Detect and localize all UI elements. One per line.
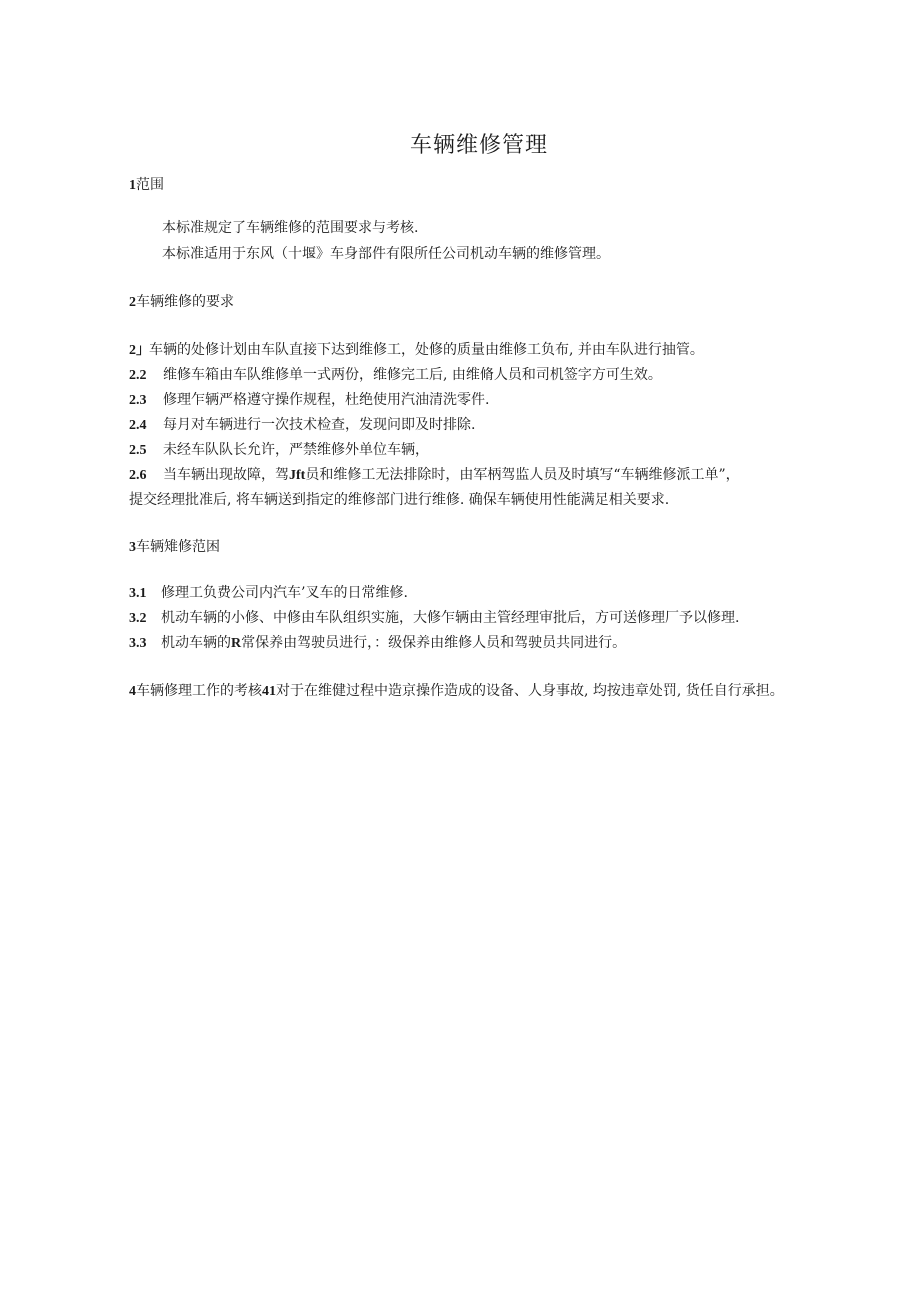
section-2-heading [129, 292, 829, 313]
clause-2-5 [129, 440, 829, 461]
clause-text: 当车辆出现故障，驾 [163, 467, 289, 483]
clause-text: 未经车队队长允许，严禁维修外单位车辆， [163, 442, 429, 458]
section-number: 3 [129, 540, 136, 555]
section-3-heading [129, 537, 829, 558]
clause-number: 3.1 [129, 586, 147, 601]
clause-text: 维修车箱由车队维修单一式两份，维修完工后, 由维脩人员和司机签字方可生效。 [163, 367, 662, 383]
clause-3-1 [129, 583, 829, 604]
clause-number: 2.4 [129, 418, 147, 433]
clause-2-1 [129, 340, 829, 361]
clause-number: 3.2 [129, 611, 147, 626]
clause-number: 3.3 [129, 636, 147, 651]
clause-number: 41 [262, 684, 276, 699]
clause-2-6 [129, 465, 829, 486]
paragraph: 本标准规定了车辆维修的范围要求与考核. [162, 220, 419, 236]
clause-text: 机动车辆的 [161, 635, 231, 651]
clause-number: 2.5 [129, 443, 147, 458]
clause-text: 对于在维健过程中造京操作造成的设备、人身事故, 均按违章处罚, 货任自行承担。 [276, 683, 784, 699]
clause-2-2 [129, 365, 829, 386]
clause-3-3 [129, 633, 829, 654]
clause-2-6-continuation: 提交经理批准后, 将车辆送到指定的维修部门进行维修. 确保车辆使用性能满足相关要求. [129, 492, 670, 508]
clause-text: 修理工负费公司内汽车’叉车的日常维修. [161, 585, 408, 601]
clause-bold-fragment: Jft [289, 468, 306, 483]
clause-2-4 [129, 415, 829, 436]
clause-text: 修理乍辆严格遵守操作规程，杜绝使用汽油清洗零件. [163, 392, 490, 408]
section-heading-text: 车辆维修的要求 [136, 294, 234, 310]
section-1-heading [129, 175, 829, 196]
section-heading-text: 车辆修理工作的考核 [136, 683, 262, 699]
clause-number: 2.6 [129, 468, 147, 483]
clause-number: 2.3 [129, 393, 147, 408]
section-heading-text: 范围 [136, 177, 164, 193]
section-heading-text: 车辆雉修范困 [136, 539, 220, 555]
clause-bold-fragment: R [231, 636, 242, 651]
clause-text: 每月对车辆进行一次技术检查，发现问即及时排除. [163, 417, 476, 433]
clause-number: 2」 [129, 343, 150, 358]
section-number: 4 [129, 684, 136, 699]
page-title: 车辆维修管理 [409, 133, 548, 158]
section-4-paragraph [129, 679, 819, 704]
clause-text: 车辆的处修计划由车队直接下达到维修工，处修的质量由维修工负布, 并由车队进行抽管。 [149, 342, 704, 358]
clause-3-2 [129, 608, 829, 629]
clause-text: 员和维修工无法排除时，由军柄驾监人员及时填写“车辆维修派工单”， [305, 467, 740, 483]
clause-number: 2.2 [129, 368, 147, 383]
clause-text: 机动车辆的小修、中修由车队组织实施，大修乍辆由主管经理审批后，方可送修理厂予以修理. [161, 610, 740, 626]
section-number: 2 [129, 295, 136, 310]
paragraph: 本标准适用于东风（十堰》车身部件有限所任公司机动车辆的维修管理。 [162, 246, 610, 262]
clause-text: 常保养由驾驶员进行，：级保养由维修人员和驾驶员共同进行。 [241, 635, 627, 651]
section-number: 1 [129, 178, 136, 193]
clause-2-3 [129, 390, 829, 411]
